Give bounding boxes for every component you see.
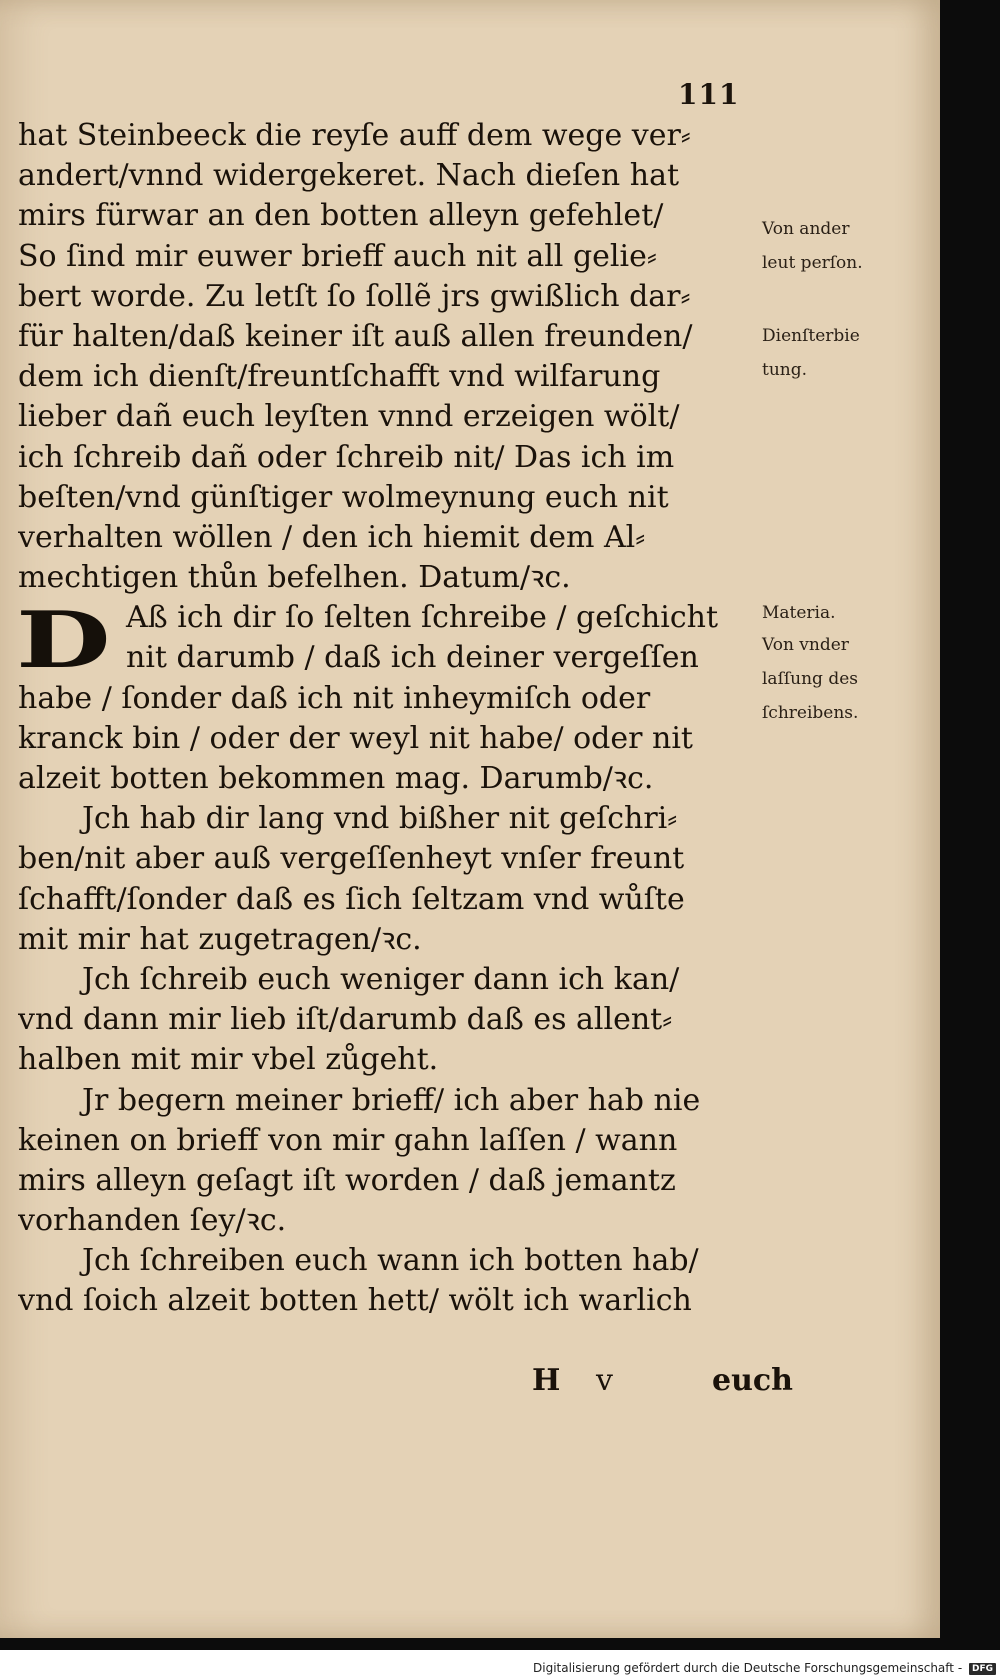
margin-note-line: laſſung des — [762, 669, 859, 689]
text-line: bert worde. Zu letſt ſo ſollẽ jrs gwißlich dar⸗ — [18, 278, 691, 314]
text-line: ben/nit aber auß vergeſſenheyt vnſer freunt — [18, 841, 685, 877]
margin-note-line: Von vnder — [762, 635, 849, 655]
text-line: dem ich dienſt/freuntſchafft vnd wilfarung — [18, 359, 661, 395]
dfg-logo: DFG — [969, 1663, 996, 1675]
signature-mark: H — [532, 1363, 561, 1398]
text-line: habe / ſonder daß ich nit inheymiſch oder — [18, 680, 651, 716]
text-line: vnd ſoich alzeit botten hett/ wölt ich warlich — [18, 1283, 692, 1319]
text-line: mirs alleyn geſagt iſt worden / daß jemantz — [18, 1162, 676, 1198]
folio-number: 111 — [678, 78, 740, 111]
margin-note — [762, 628, 858, 730]
decorated-initial: D — [16, 595, 111, 687]
margin-note-line: ſchreibens. — [762, 703, 859, 723]
text-line: ſchafft/ſonder daß es ſich ſeltzam vnd wůſte — [18, 881, 685, 917]
text-line: nit darumb / daß ich deiner vergeſſen — [126, 640, 699, 676]
text-line: Jr begern meiner brieff/ ich aber hab nie — [82, 1082, 701, 1118]
digitization-credit — [0, 1661, 996, 1675]
margin-note-line: Von ander — [762, 219, 850, 239]
text-line: hat Steinbeeck die reyſe auff dem wege ver⸗ — [18, 118, 691, 153]
margin-note-line: leut perſon. — [762, 253, 863, 273]
text-line: halben mit mir vbel zůgeht. — [18, 1042, 439, 1078]
main-text — [18, 116, 758, 1322]
text-line: für halten/daß keiner iſt auß allen freunden/ — [18, 318, 693, 354]
text-line: lieber dañ euch leyſten vnnd erzeigen wölt/ — [18, 399, 680, 435]
text-line: alzeit botten bekommen mag. Darumb/ꝛc. — [18, 761, 654, 796]
text-line: mirs fürwar an den botten alleyn gefehlet/ — [18, 198, 664, 234]
text-line: vnd dann mir lieb iſt/darumb daß es allent⸗ — [18, 1002, 673, 1038]
text-line: beſten/vnd günſtiger wolmeynung euch nit — [18, 479, 669, 515]
initial-paragraph — [16, 595, 758, 687]
catchword-line — [18, 1363, 793, 1403]
signature-number: v — [596, 1363, 613, 1398]
text-line: keinen on brieff von mir gahn laſſen / wann — [18, 1122, 678, 1158]
text-line: andert/vnnd widergekeret. Nach dieſen hat — [18, 158, 680, 194]
text-line: kranck bin / oder der weyl nit habe/ oder nit — [18, 720, 693, 756]
margin-note-line: Materia. — [762, 603, 836, 623]
margin-note-line: tung. — [762, 360, 808, 380]
text-line: ich ſchreib dañ oder ſchreib nit/ Das ich im — [18, 439, 675, 475]
text-line: Jch hab dir lang vnd bißher nit geſchri⸗ — [82, 801, 678, 837]
text-line: verhalten wöllen / den ich hiemit dem Al⸗ — [18, 519, 646, 555]
text-line: mit mir hat zugetragen/ꝛc. — [18, 921, 422, 957]
text-line: Jch ſchreiben euch wann ich botten hab/ — [82, 1243, 699, 1279]
text-line: vorhanden ſey/ꝛc. — [18, 1203, 287, 1239]
text-line: mechtigen thůn befelhen. Datum/ꝛc. — [18, 560, 571, 596]
margin-note — [762, 596, 836, 630]
text-line: Aß ich dir ſo ſelten ſchreibe / geſchicht — [126, 600, 719, 636]
credit-text: Digitalisierung gefördert durch die Deutsche Forschungsgemeinschaft - — [533, 1661, 963, 1675]
text-line: Jch ſchreib euch weniger dann ich kan/ — [82, 961, 680, 997]
margin-note — [762, 319, 860, 387]
margin-note — [762, 212, 863, 280]
text-line: So ſind mir euwer brieff auch nit all gelie⸗ — [18, 238, 657, 274]
catchword: euch — [712, 1363, 793, 1398]
margin-note-line: Dienſterbie — [762, 326, 860, 346]
